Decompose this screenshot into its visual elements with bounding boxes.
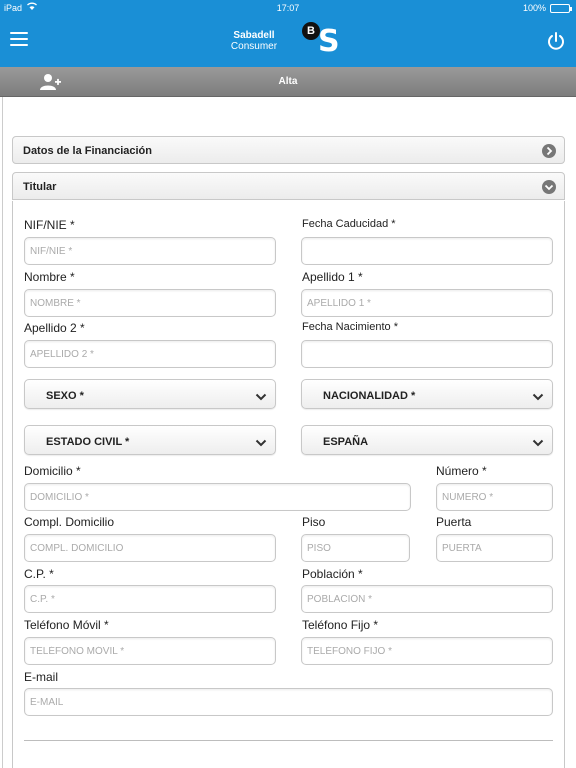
estado-civil-value: ESTADO CIVIL * (46, 436, 130, 448)
puerta-input[interactable] (436, 534, 553, 562)
tel-movil-label: Teléfono Móvil * (24, 618, 109, 632)
poblacion-label: Población * (302, 567, 363, 581)
chevron-right-icon (542, 144, 556, 158)
chevron-down-icon (532, 389, 544, 399)
logo (302, 22, 344, 62)
chevron-down-icon (542, 180, 556, 194)
cp-input[interactable] (24, 585, 276, 613)
domicilio-input[interactable] (24, 483, 411, 511)
estado-civil-select[interactable] (24, 425, 276, 455)
menu-icon[interactable] (10, 32, 28, 48)
section-titular[interactable] (12, 172, 565, 200)
section-financiacion-label: Datos de la Financiación (23, 145, 152, 157)
nombre-label: Nombre * (24, 270, 75, 284)
poblacion-input[interactable] (301, 585, 553, 613)
pais-value: ESPAÑA (323, 436, 369, 448)
logo-letter: B (302, 22, 320, 40)
numero-input[interactable] (436, 483, 553, 511)
compl-domicilio-label: Compl. Domicilio (24, 515, 115, 529)
compl-domicilio-input[interactable] (24, 534, 276, 562)
tel-fijo-label: Teléfono Fijo * (302, 618, 379, 632)
apellido1-label: Apellido 1 * (302, 270, 363, 284)
nacionalidad-value: NACIONALIDAD * (323, 390, 416, 402)
email-input[interactable] (24, 688, 553, 716)
fecha-nacimiento-input[interactable] (301, 340, 553, 368)
cp-label: C.P. * (24, 567, 54, 581)
numero-label: Número * (436, 464, 487, 478)
puerta-label: Puerta (436, 515, 472, 529)
email-label: E-mail (24, 670, 59, 684)
sexo-select[interactable] (24, 379, 276, 409)
pais-select[interactable] (301, 425, 553, 455)
tel-movil-input[interactable] (24, 637, 276, 665)
brand-line2: Consumer (230, 41, 278, 52)
section-financiacion[interactable] (12, 136, 565, 164)
chevron-down-icon (532, 435, 544, 445)
chevron-down-icon (255, 435, 267, 445)
sub-header (0, 67, 576, 97)
section-divider (24, 740, 553, 741)
fecha-caducidad-input[interactable] (301, 237, 553, 265)
piso-input[interactable] (301, 534, 410, 562)
sexo-value: SEXO * (46, 390, 84, 402)
apellido2-label: Apellido 2 * (24, 321, 85, 335)
chevron-down-icon (255, 389, 267, 399)
fecha-caducidad-label: Fecha Caducidad * (302, 218, 396, 230)
clock: 17:07 (276, 3, 300, 13)
tel-fijo-input[interactable] (301, 637, 553, 665)
battery-icon (550, 4, 570, 13)
domicilio-label: Domicilio * (24, 464, 81, 478)
carrier-label: iPad (4, 3, 23, 13)
nacionalidad-select[interactable] (301, 379, 553, 409)
nif-label: NIF/NIE * (24, 218, 75, 232)
app-header (0, 16, 576, 67)
piso-label: Piso (302, 515, 326, 529)
nombre-input[interactable] (24, 289, 276, 317)
section-titular-label: Titular (23, 181, 57, 193)
brand-name (224, 30, 284, 52)
apellido1-input[interactable] (301, 289, 553, 317)
nif-input[interactable] (24, 237, 276, 265)
page-title: Alta (278, 76, 298, 87)
status-bar (0, 0, 576, 16)
fecha-nacimiento-label: Fecha Nacimiento * (302, 321, 398, 333)
apellido2-input[interactable] (24, 340, 276, 368)
logo-mark: S (318, 24, 340, 59)
panel-border (2, 97, 3, 768)
battery-percent: 100% (522, 3, 546, 13)
power-icon[interactable] (546, 31, 566, 51)
brand-line1: Sabadell (233, 30, 275, 41)
